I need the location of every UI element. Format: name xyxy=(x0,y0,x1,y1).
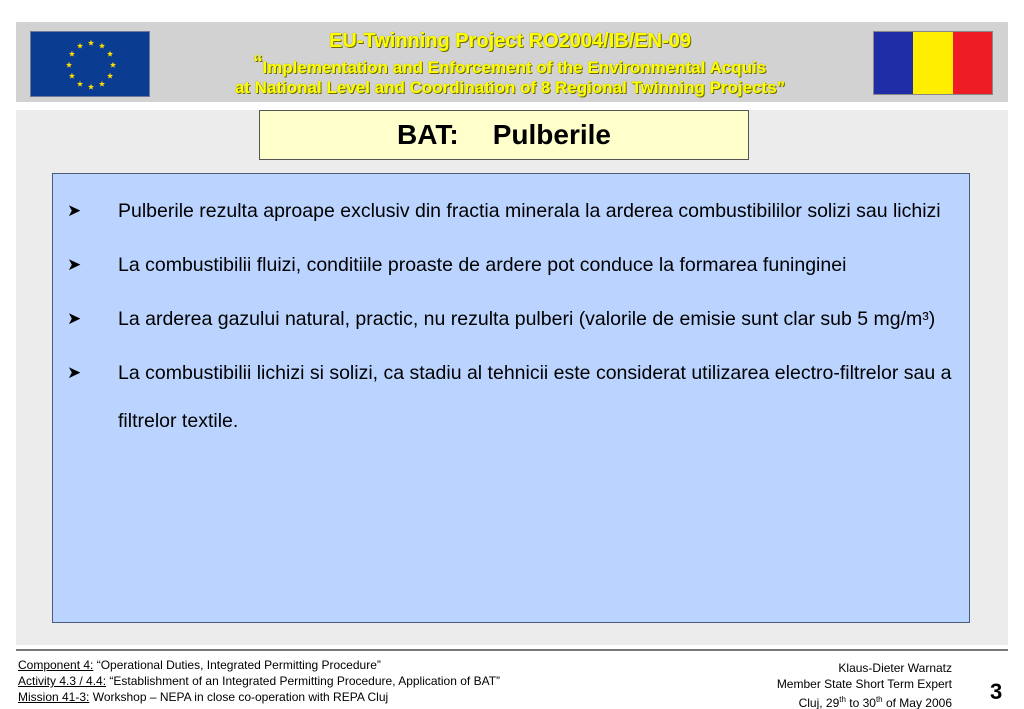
arrow-bullet-icon: ➤ xyxy=(67,363,82,382)
footer-mission-text: Workshop – NEPA in close co-operation with REPA Cluj xyxy=(89,690,389,704)
footer-date-sup2: th xyxy=(875,695,883,704)
footer-mission-label: Mission 41-3: xyxy=(18,690,90,704)
eu-star-icon xyxy=(88,40,94,46)
bullet-item xyxy=(63,295,958,343)
footer-component-text: “Operational Duties, Integrated Permitting Procedure” xyxy=(93,658,381,672)
flag-red-stripe xyxy=(953,32,992,94)
eu-flag-icon xyxy=(30,31,150,97)
project-title-line1: EU-Twinning Project RO2004/IB/EN-09 xyxy=(329,30,691,52)
eu-star-icon xyxy=(77,81,83,87)
footer-date-prefix: Cluj, 29 xyxy=(798,696,840,709)
footer-date-sup1: th xyxy=(839,695,846,704)
eu-star-icon xyxy=(69,51,75,57)
arrow-bullet-icon: ➤ xyxy=(67,201,82,220)
footer-mission xyxy=(18,689,500,705)
bullet-text: La combustibilii fluizi, conditiile proaste de ardere pot conduce la formarea funinginei xyxy=(118,254,847,276)
quote-open: “ xyxy=(253,49,263,79)
footer-info xyxy=(18,657,500,705)
slide-title-part1: BAT: xyxy=(397,119,459,150)
footer-activity-label: Activity 4.3 / 4.4: xyxy=(18,674,107,688)
footer-activity-text: “Establishment of an Integrated Permitting Procedure, Application of BAT” xyxy=(106,674,501,688)
project-title xyxy=(160,28,860,98)
bullet-list xyxy=(63,187,958,451)
slide-title-part2: Pulberile xyxy=(492,119,611,150)
eu-star-icon xyxy=(110,62,116,68)
footer-date-mid: to 30 xyxy=(845,696,876,709)
eu-stars-icon xyxy=(31,32,151,98)
bullet-text: La combustibilii lichizi si solizi, ca stadiu al tehnicii este considerat utilizarea electro-filtrelor sau a filtrelor textile. xyxy=(118,362,952,432)
footer-date-suffix: of May 2006 xyxy=(882,696,952,709)
eu-star-icon xyxy=(88,84,94,90)
flag-yellow-stripe xyxy=(913,32,952,94)
eu-star-icon xyxy=(77,43,83,49)
bullet-text: Pulberile rezulta aproape exclusiv din fractia minerala la arderea combustibililor solizi sau lichizi xyxy=(118,200,941,222)
footer-divider xyxy=(16,649,1008,651)
bullet-item xyxy=(63,187,958,235)
eu-star-icon xyxy=(99,81,105,87)
footer-component xyxy=(18,657,500,673)
project-title-line3: at National Level and Coordination of 8 Regional Twinning Projects” xyxy=(234,78,786,97)
romania-flag-icon xyxy=(873,31,993,95)
arrow-bullet-icon: ➤ xyxy=(67,309,82,328)
arrow-bullet-icon: ➤ xyxy=(67,255,82,274)
page-number: 3 xyxy=(990,679,1003,704)
footer-activity xyxy=(18,673,500,689)
footer-author: Klaus-Dieter Warnatz xyxy=(838,661,952,675)
eu-star-icon xyxy=(66,62,72,68)
project-title-line2-text: Implementation and Enforcement of the Environmental Acquis xyxy=(262,58,767,77)
project-title-line2 xyxy=(160,49,860,79)
footer-component-label: Component 4: xyxy=(18,658,94,672)
eu-star-icon xyxy=(107,73,113,79)
bullet-item xyxy=(63,241,958,289)
slide-title xyxy=(259,110,749,160)
eu-star-icon xyxy=(107,51,113,57)
bullet-item xyxy=(63,349,958,445)
eu-star-icon xyxy=(99,43,105,49)
bullet-text: La arderea gazului natural, practic, nu rezulta pulberi (valorile de emisie sunt clar sub 5 mg/m³) xyxy=(118,308,936,330)
bullet-box xyxy=(52,173,970,623)
footer-author-info xyxy=(777,660,952,709)
eu-star-icon xyxy=(69,73,75,79)
footer-date xyxy=(777,692,952,709)
footer-role: Member State Short Term Expert xyxy=(776,677,952,691)
flag-blue-stripe xyxy=(874,32,913,94)
